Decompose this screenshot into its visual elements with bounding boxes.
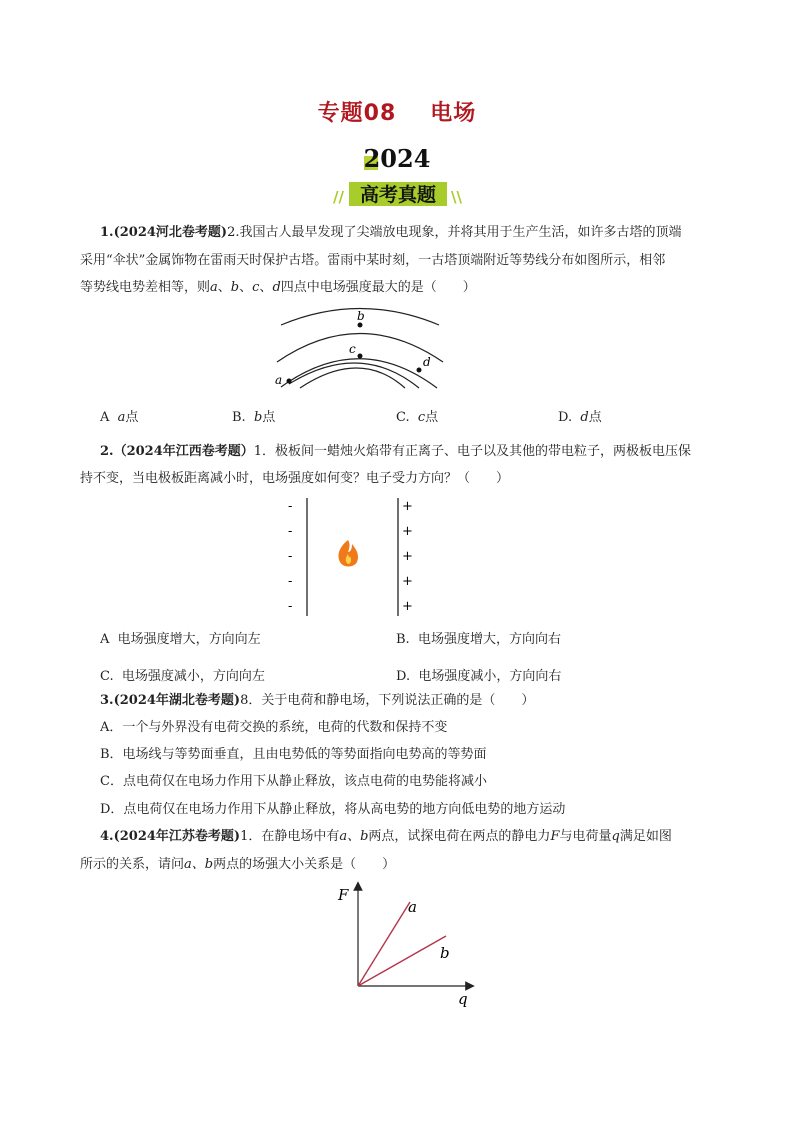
q1-option-c-text: 点 xyxy=(425,410,439,425)
line-label-a: a xyxy=(408,898,417,916)
q4-ab-1: a、b xyxy=(339,829,369,844)
minus-sign: - xyxy=(288,524,293,539)
q1-option-c-var: c xyxy=(417,410,426,425)
label-b: b xyxy=(357,309,365,323)
q2-option-d-letter: D. xyxy=(396,669,411,684)
q3-source: 3.(2024年湖北卷考题) xyxy=(100,693,241,708)
q1-point-c: c xyxy=(252,280,260,295)
q4-F: F xyxy=(550,829,560,844)
q2-option-c xyxy=(100,665,265,684)
q1-line3: 等势线电势差相等，则a、b、c、d四点中电场强度最大的是（ ） xyxy=(80,280,476,295)
q1-option-a xyxy=(100,406,138,425)
plus-sign: + xyxy=(402,524,413,539)
q2-option-a-text: 电场强度增大，方向向左 xyxy=(117,632,261,647)
point-a-dot xyxy=(287,379,292,384)
banner-right-slashes: \\ xyxy=(451,188,462,206)
q2-option-b xyxy=(396,628,561,647)
q3-option-b: B．电场线与等势面垂直，且由电势低的等势面指向电势高的等势面 xyxy=(100,747,487,762)
banner-left-slashes: // xyxy=(333,188,344,206)
q1-point-b: b xyxy=(230,280,240,295)
q4-text-a: 1．在静电场中有 xyxy=(240,829,340,844)
axis-label-q: q xyxy=(458,990,468,1008)
q4-ab-2: a、b xyxy=(184,857,214,872)
plus-sign: + xyxy=(402,499,413,514)
q2-option-c-letter: C. xyxy=(100,669,114,684)
line-b xyxy=(358,936,446,986)
q4-text-d: 满足如图 xyxy=(619,829,672,844)
equipotential-diagram xyxy=(265,300,465,400)
q1-option-b-letter: B. xyxy=(232,410,246,425)
plus-sign: + xyxy=(402,599,413,614)
label-c: c xyxy=(349,342,356,356)
q1-option-c-letter: C. xyxy=(396,410,410,425)
q3-option-a: A．一个与外界没有电荷交换的系统，电荷的代数和保持不变 xyxy=(100,720,448,735)
q1-source: 1.(2024河北卷考题) xyxy=(100,225,228,240)
flame-icon xyxy=(339,540,359,567)
q1-line3-post: 四点中电场强度最大的是（ ） xyxy=(280,280,476,295)
q4-text-f: 两点的场强大小关系是（ ） xyxy=(213,857,396,872)
point-c-dot xyxy=(358,354,363,359)
q3-option-d: D．点电荷仅在电场力作用下从静止释放，将从高电势的地方向低电势的地方运动 xyxy=(100,802,566,817)
minus-sign: - xyxy=(288,499,293,514)
point-d-dot xyxy=(417,368,422,373)
q2-text-1: 1．极板间一蜡烛火焰带有正离子、电子以及其他的带电粒子，两极板电压保 xyxy=(253,444,692,459)
q2-line1 xyxy=(100,443,720,461)
minus-sign: - xyxy=(288,549,293,564)
q4-source: 4.(2024年江苏卷考题) xyxy=(100,829,241,844)
q1-line3-pre: 等势线电势差相等，则 xyxy=(80,280,211,295)
q1-option-a-var: a xyxy=(117,410,126,425)
q1-text-1: 2.我国古人最早发现了尖端放电现象，并将其用于生产生活，如许多古塔的顶端 xyxy=(227,225,682,240)
q2-option-a xyxy=(100,628,261,647)
line-a xyxy=(358,902,410,986)
q1-option-b xyxy=(232,406,275,425)
q1-option-a-text: 点 xyxy=(125,410,139,425)
q4-text-c: 与电荷量 xyxy=(559,829,612,844)
q1-option-a-letter: A xyxy=(100,410,110,425)
q2-line2: 持不变，当电极板距离减小时，电场强度如何变？电子受力方向？（ ） xyxy=(80,471,510,486)
F-q-graph xyxy=(330,880,480,1010)
q1-option-b-text: 点 xyxy=(262,410,276,425)
q1-option-d xyxy=(558,406,602,425)
title-topic: 专题08 xyxy=(317,101,397,126)
minus-sign: - xyxy=(288,599,293,614)
q3-text-1: 8．关于电荷和静电场，下列说法正确的是（ ） xyxy=(240,693,535,708)
q1-option-d-letter: D. xyxy=(558,410,573,425)
axis-label-F: F xyxy=(338,886,349,904)
label-d: d xyxy=(423,355,431,369)
q1-point-a: a xyxy=(210,280,218,295)
capacitor-plates-diagram xyxy=(280,496,420,618)
minus-sign: - xyxy=(288,574,293,589)
q1-line1 xyxy=(100,224,720,242)
point-b-dot xyxy=(358,323,363,328)
label-a: a xyxy=(275,373,283,387)
q2-option-b-text: 电场强度增大，方向向右 xyxy=(417,632,561,647)
title-subject: 电场 xyxy=(430,101,477,126)
q4-text-b: 两点，试探电荷在两点的静电力 xyxy=(368,829,551,844)
q2-source: 2.（2024年江西卷考题） xyxy=(100,444,254,459)
q3-option-c: C．点电荷仅在电场力作用下从静止释放，该点电荷的电势能将减小 xyxy=(100,774,487,789)
q2-option-a-letter: A xyxy=(100,632,110,647)
q3-line1 xyxy=(100,692,720,710)
q2-option-b-letter: B. xyxy=(396,632,410,647)
q2-option-c-text: 电场强度减小，方向向左 xyxy=(121,669,265,684)
page-title xyxy=(0,96,794,127)
q2-option-d-text: 电场强度减小，方向向右 xyxy=(418,669,562,684)
q1-line2: 采用“伞状”金属饰物在雷雨天时保护古塔。雷雨中某时刻，一古塔顶端附近等势线分布如图所示，相邻 xyxy=(80,253,666,268)
banner-label: 高考真题 xyxy=(359,184,436,206)
year-heading: 2024 xyxy=(363,144,431,173)
plus-sign: + xyxy=(402,549,413,564)
q2-option-d xyxy=(396,665,561,684)
q4-line2 xyxy=(80,856,700,874)
q4-text-e: 所示的关系，请问 xyxy=(80,857,185,872)
q1-point-d: d xyxy=(272,280,281,295)
q1-option-d-text: 点 xyxy=(588,410,602,425)
q4-line1 xyxy=(100,828,720,846)
line-label-b: b xyxy=(440,944,450,962)
q1-option-b-var: b xyxy=(253,410,263,425)
plus-sign: + xyxy=(402,574,413,589)
q1-option-c xyxy=(396,406,438,425)
q1-option-d-var: d xyxy=(580,410,589,425)
q4-q: q xyxy=(611,829,620,844)
